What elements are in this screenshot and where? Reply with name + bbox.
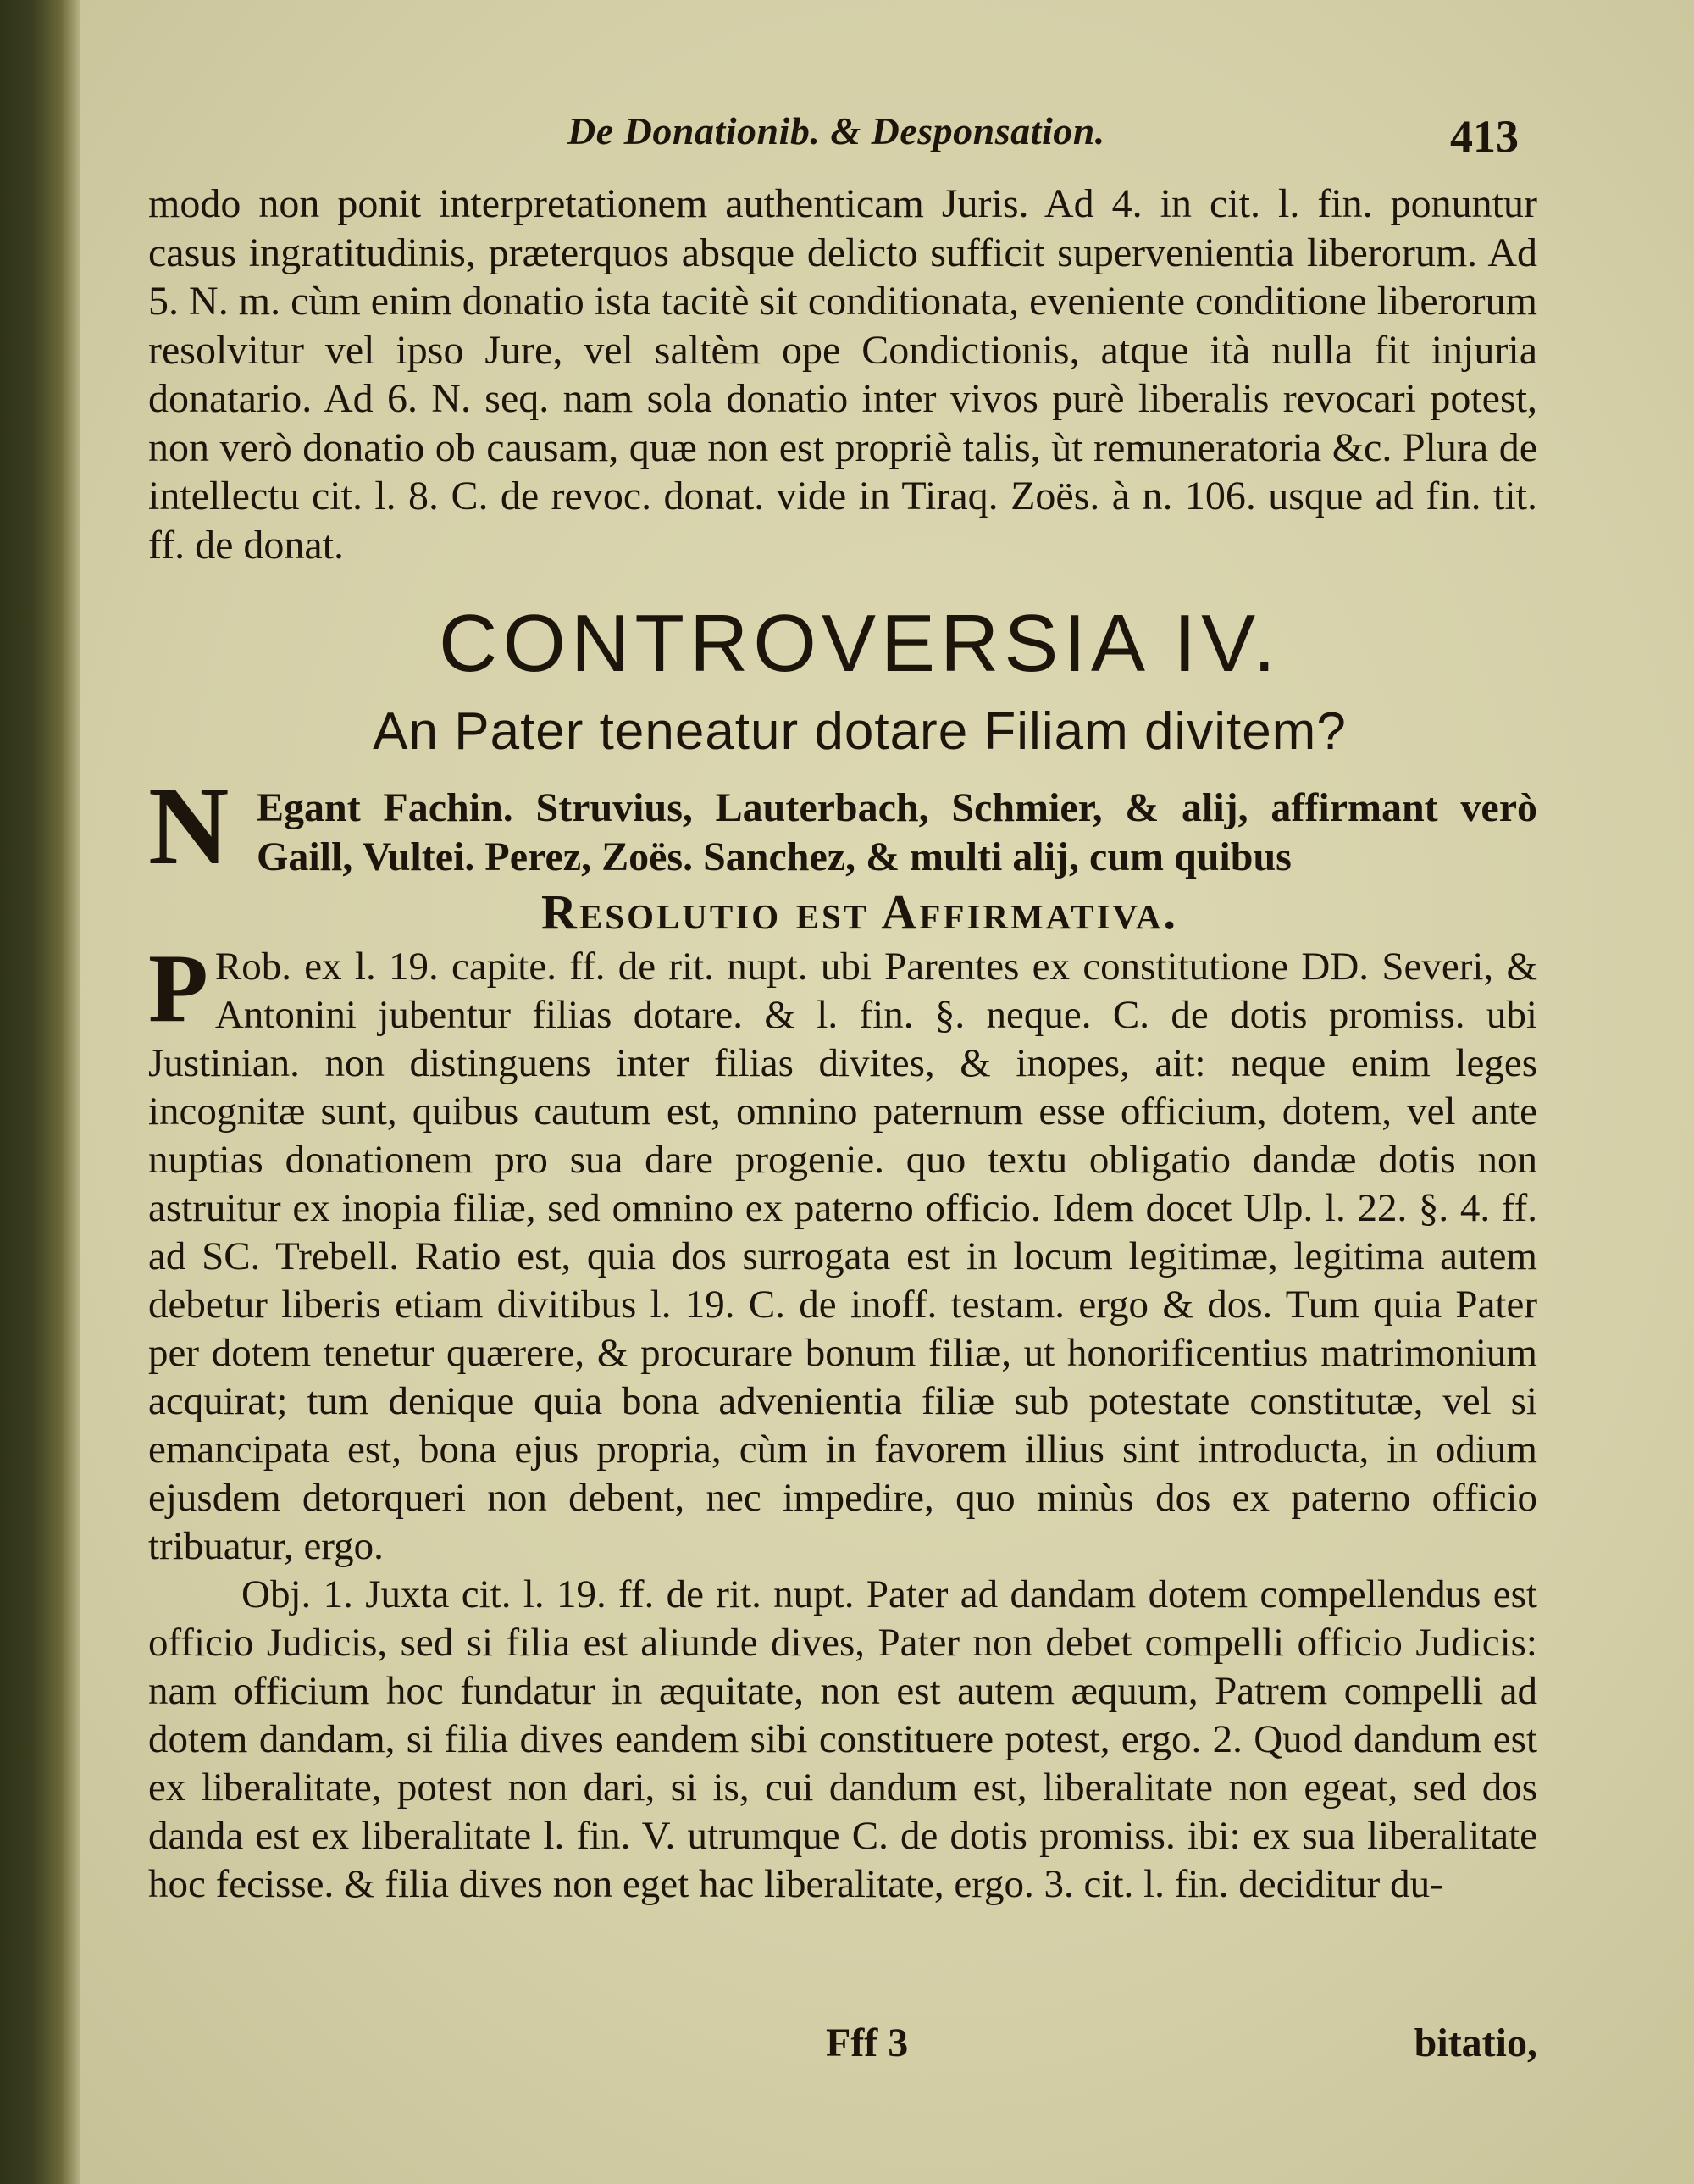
running-head: De Donationib. & Desponsation.	[567, 109, 1105, 152]
catchword: bitatio,	[1414, 2020, 1537, 2065]
top-paragraph-text: modo non ponit interpretationem authenticam Juris. Ad 4. in cit. l. fin. ponuntur casus ingratitudinis, præterquos absque delicto sufficit supervenientia liberorum. Ad 5. N. m. cùm enim donatio ista tacitè sit conditionata, eveniente conditione liberorum resolvitur vel ipso Jure, vel saltèm ope Condictionis, atque ità nulla fit injuria donatario. Ad 6. N. seq. nam sola donatio inter vivos purè liberalis revocari potest, non verò donatio ob causam, quæ non est propriè talis, ùt remuneratoria &c. Plura de intellectu cit. l. 8. C. de revoc. donat. vide in Tiraq. Zoës. à n. 106. usque ad fin. tit. ff. de donat.	[148, 181, 1537, 568]
prob-text: Rob. ex l. 19. capite. ff. de rit. nupt. ubi Parentes ex constitutione DD. Severi, & Antonini jubentur filias dotare. & l. fin. §. neque. C. de dotis promiss. ubi Justinian. non distinguens inter filias divites, & inopes, ait: neque enim leges incognitæ sunt, quibus cautum est, omnino paternum esse officium, dotem, vel ante nuptias donationem pro sua dare progenie. quo textu obligatio dandæ dotis non astruitur ex inopia filiæ, sed omnino ex paterno officio. Idem docet Ulp. l. 22. §. 4. ff. ad SC. Trebell. Ratio est, quia dos surrogata est in locum legitimæ, legitima autem debetur liberis etiam divitibus l. 19. C. de inoff. testam. ergo & dos. Tum quia Pater per dotem tenetur quærere, & procurare bonum filiæ, ut honorificentius matrimonium acquirat; tum denique quia bona advenientia filiæ sub potestate constitutæ, vel si emancipata est, bona ejus propria, cùm in favorem illius sint introducta, in odium ejusdem detorqueri non debent, nec impedire, quo minùs dos ex paterno officio tribuatur, ergo.	[148, 945, 1537, 1568]
negant-dropcap: N	[148, 763, 230, 888]
prob-paragraph	[148, 934, 1537, 1571]
page-footer	[148, 2020, 1537, 2087]
page-number: 413	[1450, 111, 1519, 162]
section-question: An Pater teneatur dotare Filiam divitem?	[373, 702, 1347, 761]
objection-paragraph: Obj. 1. Juxta cit. l. 19. ff. de rit. nupt. Pater ad dandam dotem compellendus est officio Judicis, sed si filia est aliunde dives, Pater non debet compelli officio Judicis: nam officium hoc fundatur in æquitate, non est autem æquum, Patrem compelli ad dotem dandam, si filia dives eandem sibi constituere potest, ergo. 2. Quod dandum est ex liberalitate, potest non dari, si is, cui dandum est, liberalitate non egeat, sed dos danda est ex liberalitate l. fin. V. utrumque C. de dotis promiss. ibi: ex sua liberalitate hoc fecisse. & filia dives non eget hac liberalitate, ergo. 3. cit. l. fin. deciditur du-	[148, 1572, 1537, 1906]
resolutio-heading: Resolutio est Affirmativa.	[541, 884, 1178, 940]
top-paragraph	[148, 180, 1537, 569]
signature-mark: Fff 3	[826, 2020, 909, 2065]
prob-dropcap: P	[148, 934, 208, 1043]
prob-section	[148, 934, 1537, 1909]
negant-text: Egant Fachin. Struvius, Lauterbach, Schmier, & alij, affirmant verò Gaill, Vultei. Perez, Zoës. Sanchez, & multi alij, cum quibus	[257, 785, 1537, 879]
section-heading: CONTROVERSIA IV.	[438, 598, 1282, 689]
